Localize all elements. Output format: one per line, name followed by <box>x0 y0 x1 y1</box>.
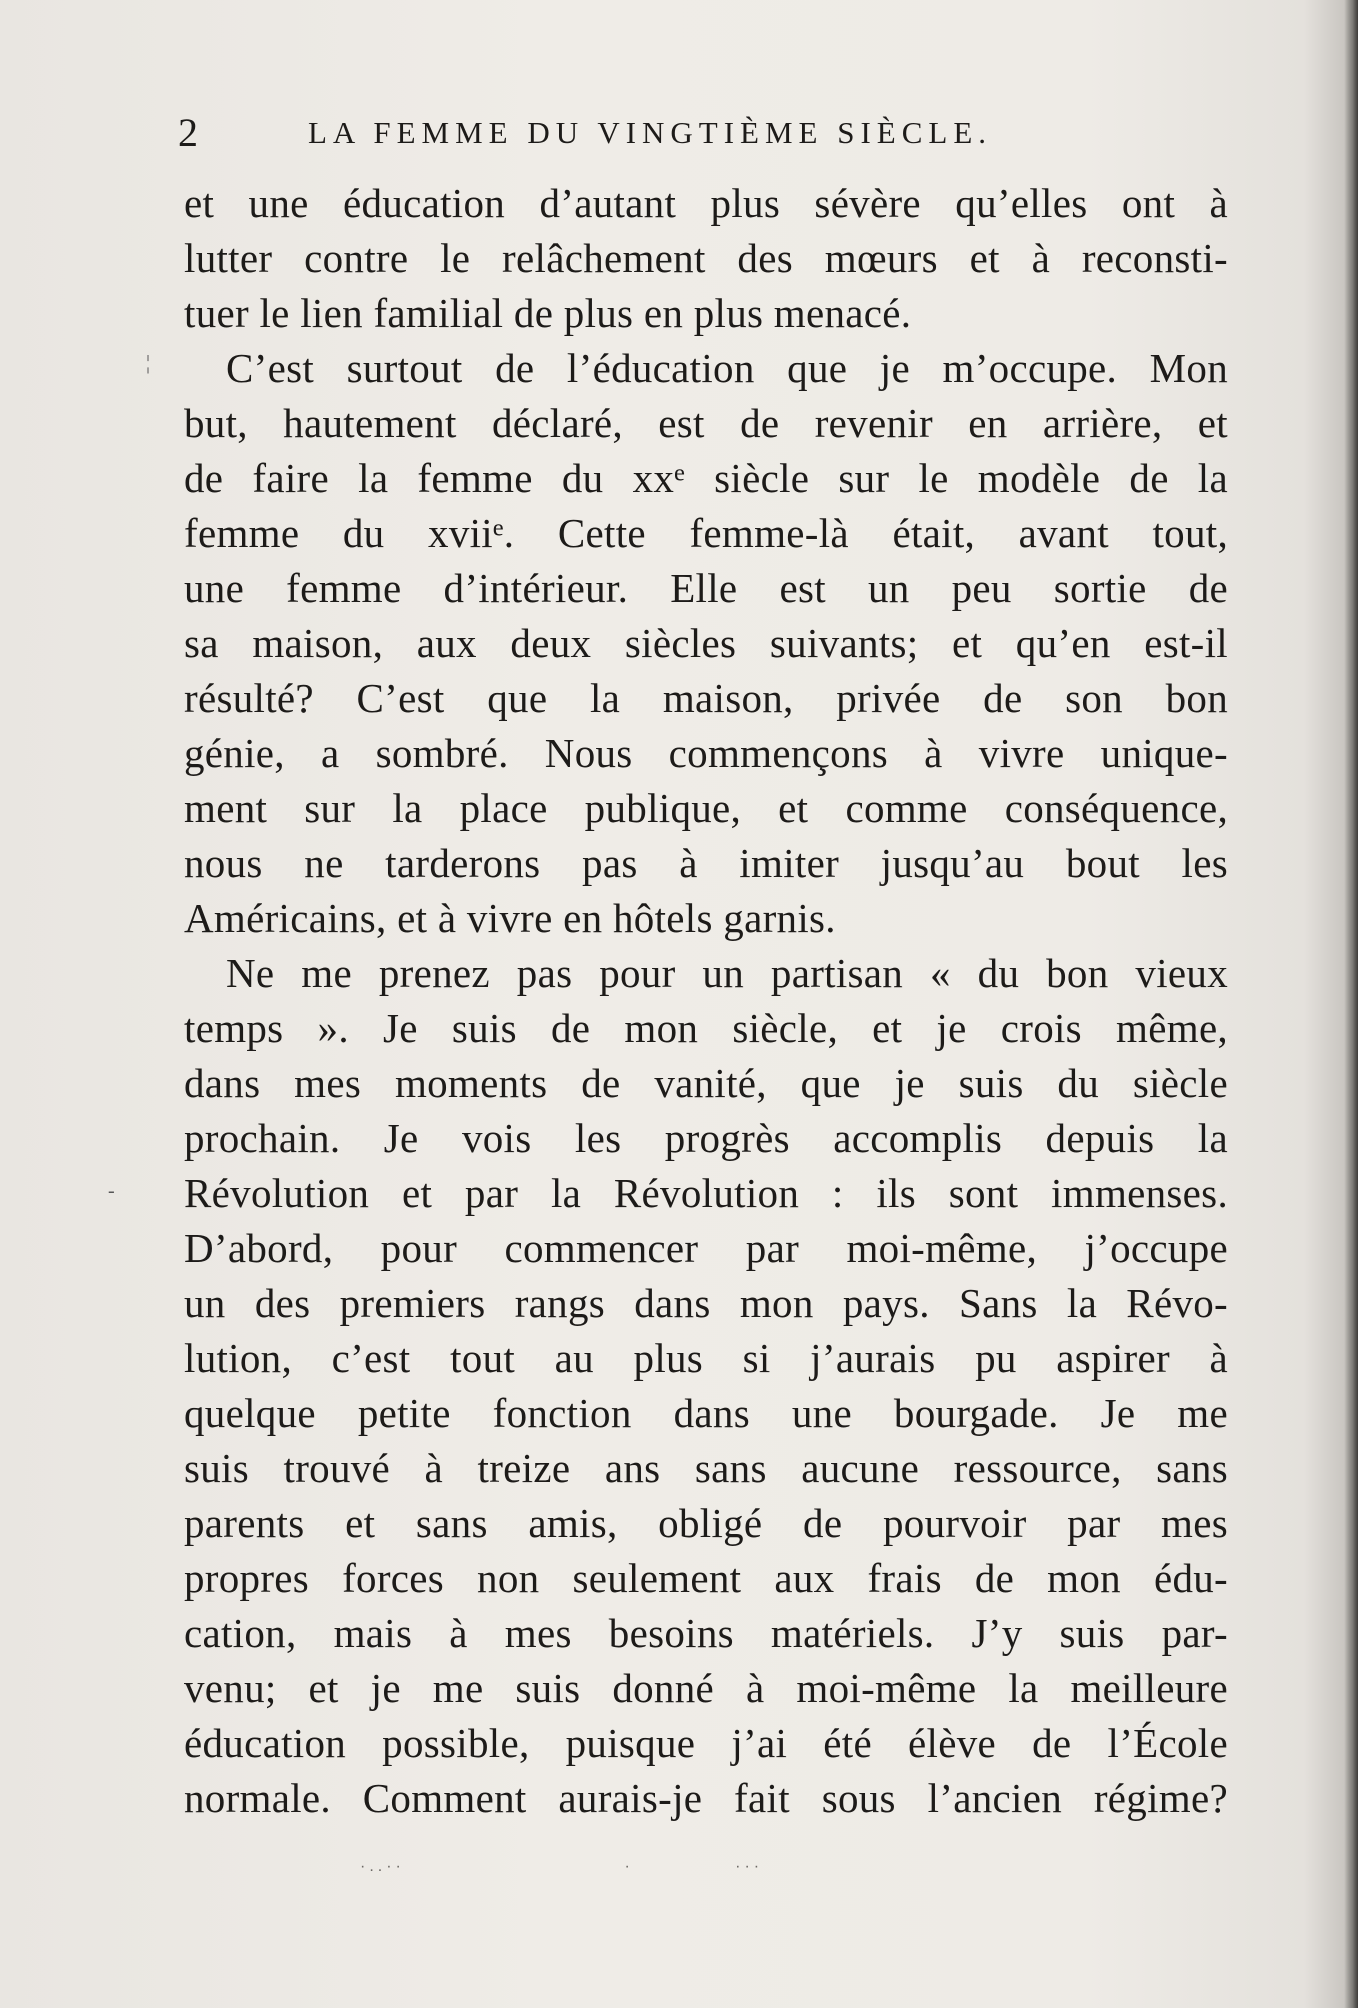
text-line: une femme d’intérieur. Elle est un peu sortie de <box>184 565 1228 611</box>
text-line: lutter contre le relâchement des mœurs et à reconsti- <box>184 235 1228 281</box>
print-specks: ·..·· · ··· <box>360 1858 764 1875</box>
text-line: nous ne tarderons pas à imiter jusqu’au bout les <box>184 840 1228 886</box>
text-line: génie, a sombré. Nous commençons à vivre unique- <box>184 730 1228 776</box>
text-line: parents et sans amis, obligé de pourvoir par mes <box>184 1500 1228 1546</box>
text-line: dans mes moments de vanité, que je suis du siècle <box>184 1060 1228 1106</box>
text-line: ment sur la place publique, et comme conséquence, <box>184 785 1228 831</box>
text-line: cation, mais à mes besoins matériels. J’y suis par- <box>184 1610 1228 1656</box>
text-line: normale. Comment aurais-je fait sous l’ancien régime? <box>184 1775 1228 1821</box>
text-line: un des premiers rangs dans mon pays. Sans la Révo- <box>184 1280 1228 1326</box>
page-edge-shadow <box>1344 0 1358 2008</box>
text-line: C’est surtout de l’éducation que je m’occupe. Mon <box>226 345 1228 391</box>
text-line: femme du xviiᵉ. Cette femme-là était, avant tout, <box>184 510 1228 556</box>
text-line: Ne me prenez pas pour un partisan « du bon vieux <box>226 950 1228 996</box>
text-line: Américains, et à vivre en hôtels garnis. <box>184 895 836 941</box>
text-line: quelque petite fonction dans une bourgade. Je me <box>184 1390 1228 1436</box>
margin-mark: - <box>108 1180 115 1202</box>
running-title: LA FEMME DU VINGTIÈME SIÈCLE. <box>308 115 993 150</box>
text-line: lution, c’est tout au plus si j’aurais pu aspirer à <box>184 1335 1228 1381</box>
text-line: éducation possible, puisque j’ai été élève de l’École <box>184 1720 1228 1766</box>
text-line: temps ». Je suis de mon siècle, et je crois même, <box>184 1005 1228 1051</box>
text-line: résulté? C’est que la maison, privée de son bon <box>184 675 1228 721</box>
text-line: Révolution et par la Révolution : ils sont immenses. <box>184 1170 1228 1216</box>
page-number: 2 <box>178 110 198 155</box>
body-text <box>184 176 1228 1826</box>
text-line: sa maison, aux deux siècles suivants; et qu’en est-il <box>184 620 1228 666</box>
running-head <box>178 108 1118 158</box>
margin-mark: ¦ <box>146 352 151 374</box>
text-line: prochain. Je vois les progrès accomplis depuis la <box>184 1115 1228 1161</box>
text-line: venu; et je me suis donné à moi-même la meilleure <box>184 1665 1228 1711</box>
text-line: suis trouvé à treize ans sans aucune ressource, sans <box>184 1445 1228 1491</box>
text-line: but, hautement déclaré, est de revenir en arrière, et <box>184 400 1228 446</box>
text-line: et une éducation d’autant plus sévère qu’elles ont à <box>184 180 1228 226</box>
text-line: de faire la femme du xxᵉ siècle sur le modèle de la <box>184 455 1228 501</box>
text-line: tuer le lien familial de plus en plus menacé. <box>184 290 912 336</box>
text-line: propres forces non seulement aux frais de mon édu- <box>184 1555 1228 1601</box>
text-line: D’abord, pour commencer par moi-même, j’occupe <box>184 1225 1228 1271</box>
